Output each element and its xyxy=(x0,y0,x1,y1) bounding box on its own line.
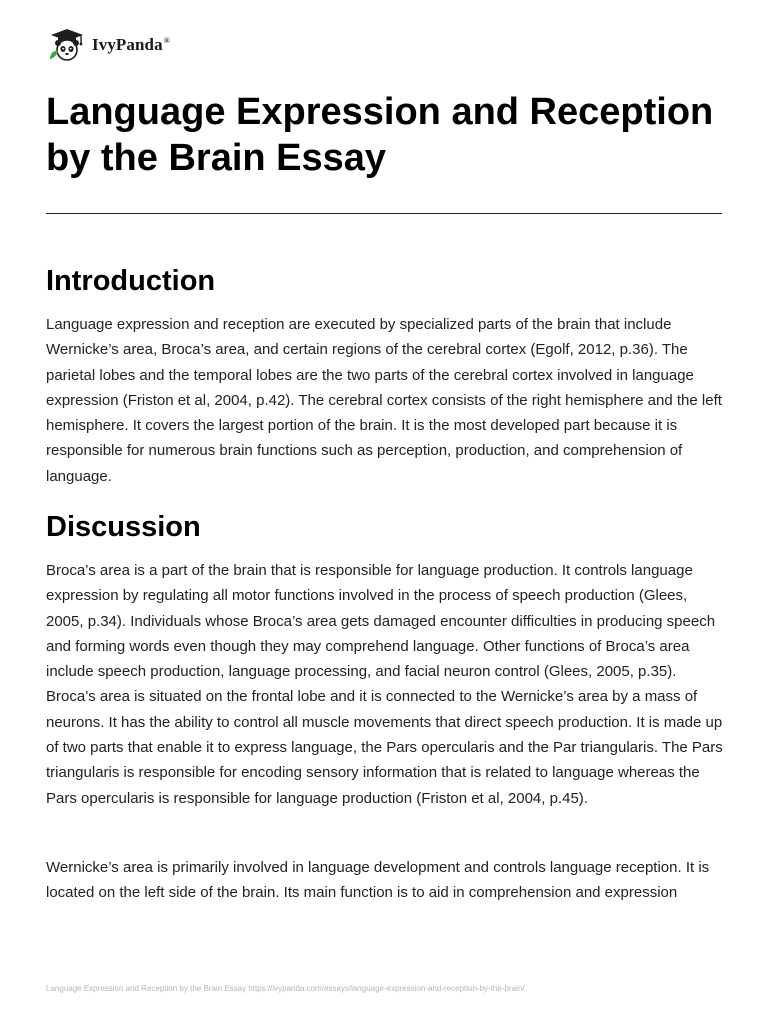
brand-name: IvyPanda® xyxy=(92,35,170,54)
paragraph: Wernicke’s area is primarily involved in language development and controls language reception. It is located on the left side of the brain. Its main function is to aid in comprehension and expression xyxy=(46,859,710,902)
brand-logo[interactable] xyxy=(46,28,170,62)
section-heading-introduction: Introduction xyxy=(46,265,216,297)
panda-graduation-cap-icon xyxy=(46,28,88,62)
paragraph: Broca’s area is a part of the brain that is responsible for language production. It controls language expression by regulating all motor functions involved in the process of speech production (Glees, 2005, p.34). Individuals whose Broca’s area gets damaged encounter difficulties in producing speech and forming words even though they may comprehend language. Other functions of Broca’s area include speech production, language processing, and facial neuron control (Glees, 2005, p.35). Broca’s area is situated on the frontal lobe and it is connected to the Wernicke’s area by a mass of neurons. It has the ability to control all muscle movements that direct speech production. It is made up of two parts that enable it to express language, the Pars opercularis and the Par triangularis. The Pars triangularis is responsible for encoding sensory information that is related to language whereas the Pars opercularis is responsible for language production (Friston et al, 2004, p.45). xyxy=(46,562,723,807)
paragraph: Language expression and reception are executed by specialized parts of the brain that include Wernicke’s area, Broca’s area, and certain regions of the cerebral cortex (Egolf, 2012, p.36). The parietal lobes and the temporal lobes are the two parts of the cerebral cortex involved in language expression (Friston et al, 2004, p.42). The cerebral cortex consists of the right hemisphere and the left hemisphere. It covers the largest portion of the brain. It is the most developed part because it is responsible for numerous brain functions such as perception, production, and comprehension of language. xyxy=(46,316,722,485)
page-title: Language Expression and Reception by the Brain Essay xyxy=(46,91,714,179)
section-heading-discussion: Discussion xyxy=(46,511,201,543)
title-divider xyxy=(46,213,722,214)
page-footer-citation: Language Expression and Reception by the Brain Essay https://ivypanda.com/essays/language-expression-and-reception-by-the-brain/ xyxy=(46,984,525,993)
